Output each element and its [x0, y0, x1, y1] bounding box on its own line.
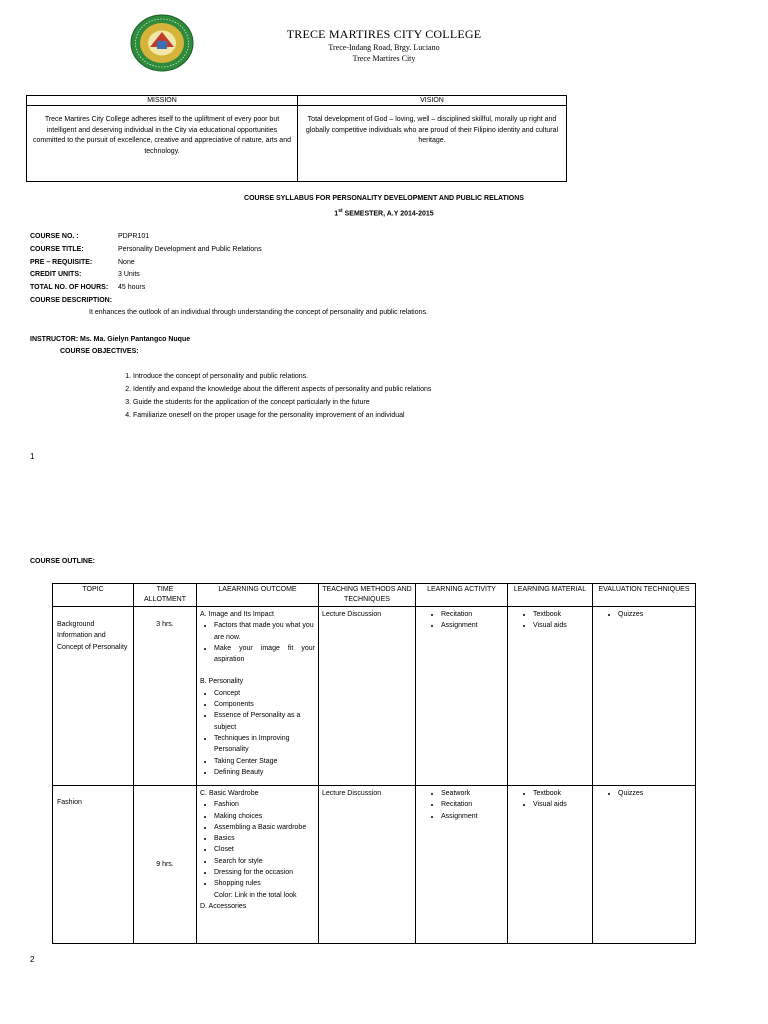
- outcome-list: [200, 799, 315, 889]
- list-item: • Basics: [214, 833, 315, 844]
- outcome-list: [200, 688, 315, 778]
- outline-title: COURSE OUTLINE:: [30, 558, 95, 565]
- list-item: • Components: [214, 699, 315, 710]
- col-header-outcome: LAEARNING OUTCOME: [197, 584, 319, 607]
- college-address-line2: Trece Martires City: [352, 54, 416, 63]
- course-title-value: Personality Development and Public Relations: [118, 246, 262, 253]
- objective-item: 4. Familiarize oneself on the proper usage for the personality improvement of an individual: [133, 409, 431, 422]
- topic-cell: Fashion: [53, 786, 134, 944]
- syllabus-title: COURSE SYLLABUS FOR PERSONALITY DEVELOPMENT AND PUBLIC RELATIONS: [244, 195, 524, 202]
- page-number: 1: [30, 452, 35, 461]
- list-item: • Quizzes: [618, 788, 692, 799]
- page-number: 2: [30, 955, 35, 964]
- prerequisite-label: PRE – REQUISITE:: [30, 259, 93, 266]
- outcome-cell: [197, 607, 319, 786]
- vision-label: VISION: [298, 96, 567, 106]
- list-item: • Factors that made you what you are now.: [214, 620, 315, 643]
- time-cell: 9 hrs.: [134, 786, 197, 944]
- outcome-cell: [197, 786, 319, 944]
- table-row: [53, 607, 696, 786]
- list-item: • Dressing for the occasion: [214, 867, 315, 878]
- list-item: • Seatwork: [441, 788, 504, 799]
- college-name: TRECE MARTIRES CITY COLLEGE: [286, 27, 482, 41]
- outcome-note: Color: Link in the total look: [214, 891, 297, 899]
- semester-line: 1st SEMESTER, A.Y 2014-2015: [334, 208, 434, 218]
- time-cell: 3 hrs.: [134, 607, 197, 786]
- outcome-heading: D. Accessories: [200, 902, 247, 910]
- course-no-label: COURSE NO. :: [30, 233, 79, 240]
- course-description-label: COURSE DESCRIPTION:: [30, 297, 113, 304]
- list-item: • Make your image fit your aspiration: [214, 643, 315, 666]
- list-item: • Making choices: [214, 811, 315, 822]
- total-hours-label: TOTAL NO. OF HOURS:: [30, 284, 109, 291]
- col-header-evaluation: EVALUATION TECHNIQUES: [593, 584, 696, 607]
- col-header-topic: TOPIC: [53, 584, 134, 607]
- method-cell: Lecture Discussion: [319, 786, 416, 944]
- list-item: • Visual aids: [533, 799, 589, 810]
- list-item: • Concept: [214, 688, 315, 699]
- credit-units-label: CREDIT UNITS:: [30, 271, 82, 278]
- list-item: • Techniques in Improving Personality: [214, 733, 315, 756]
- list-item: • Closet: [214, 844, 315, 855]
- outcome-heading: A. Image and Its Impact: [200, 611, 274, 618]
- list-item: • Assembling a Basic wardrobe: [214, 822, 315, 833]
- topic-cell: Background Information and Concept of Personality: [53, 607, 134, 786]
- objective-item: 3. Guide the students for the application of the concept particularly in the future: [133, 396, 431, 409]
- instructor: INSTRUCTOR: Ms. Ma. Gielyn Pantangco Nuque: [30, 336, 191, 343]
- list-item: • Search for style: [214, 856, 315, 867]
- evaluation-cell: [593, 786, 696, 944]
- col-header-activity: LEARNING ACTIVITY: [416, 584, 508, 607]
- list-item: • Recitation: [441, 799, 504, 810]
- list-item: • Quizzes: [618, 609, 692, 620]
- credit-units-value: 3 Units: [118, 271, 140, 278]
- prerequisite-value: None: [118, 259, 135, 266]
- outcome-heading: B. Personality: [200, 678, 244, 686]
- material-cell: [508, 786, 593, 944]
- evaluation-cell: [593, 607, 696, 786]
- college-address-line1: Trece-Indang Road, Brgy. Luciano: [328, 43, 440, 52]
- objective-item: 2. Identify and expand the knowledge about the different aspects of personality and public relations: [133, 383, 431, 396]
- list-item: • Shopping rules: [214, 878, 315, 889]
- col-header-time: TIME ALLOTMENT: [134, 584, 197, 607]
- course-description-text: It enhances the outlook of an individual through understanding the concept of personality and public relations.: [89, 309, 428, 316]
- list-item: • Taking Center Stage: [214, 756, 315, 767]
- col-header-methods: TEACHING METHODS AND TECHNIQUES: [319, 584, 416, 607]
- objectives-list: [118, 370, 431, 422]
- table-header-row: [53, 584, 696, 607]
- activity-cell: [416, 607, 508, 786]
- method-cell: Lecture Discussion: [319, 607, 416, 786]
- outcome-list: [200, 620, 315, 665]
- list-item: • Textbook: [533, 609, 589, 620]
- list-item: • Assignment: [441, 811, 504, 822]
- list-item: • Textbook: [533, 788, 589, 799]
- col-header-material: LEARNING MATERIAL: [508, 584, 593, 607]
- list-item: • Visual aids: [533, 620, 589, 631]
- table-row: [53, 786, 696, 944]
- mission-label: MISSION: [27, 96, 298, 106]
- list-item: • Recitation: [441, 609, 504, 620]
- objective-item: 1. Introduce the concept of personality and public relations.: [133, 370, 431, 383]
- mission-vision-table: [26, 95, 567, 182]
- list-item: • Fashion: [214, 799, 315, 810]
- course-outline-table: [52, 583, 696, 944]
- material-cell: [508, 607, 593, 786]
- course-no-value: PDPR101: [118, 233, 150, 240]
- vision-text: Total development of God – loving, well – disciplined skillful, morally up right and globally competitive individuals who are proud of their Filipino identity and cultural heritage.: [298, 106, 567, 182]
- outcome-heading: C. Basic Wardrobe: [200, 790, 259, 797]
- list-item: • Assignment: [441, 620, 504, 631]
- course-title-label: COURSE TITLE:: [30, 246, 84, 253]
- objectives-title: COURSE OBJECTIVES:: [60, 348, 139, 355]
- mission-text: Trece Martires City College adheres itself to the upliftment of every poor but intelligent and deserving individual in the City via educational opportunities committed to the pursuit of excellence, creative and appreciative of nature, arts and technology.: [27, 106, 298, 182]
- activity-cell: [416, 786, 508, 944]
- total-hours-value: 45 hours: [118, 284, 146, 291]
- list-item: • Defining Beauty: [214, 767, 315, 778]
- list-item: • Essence of Personality as a subject: [214, 710, 315, 733]
